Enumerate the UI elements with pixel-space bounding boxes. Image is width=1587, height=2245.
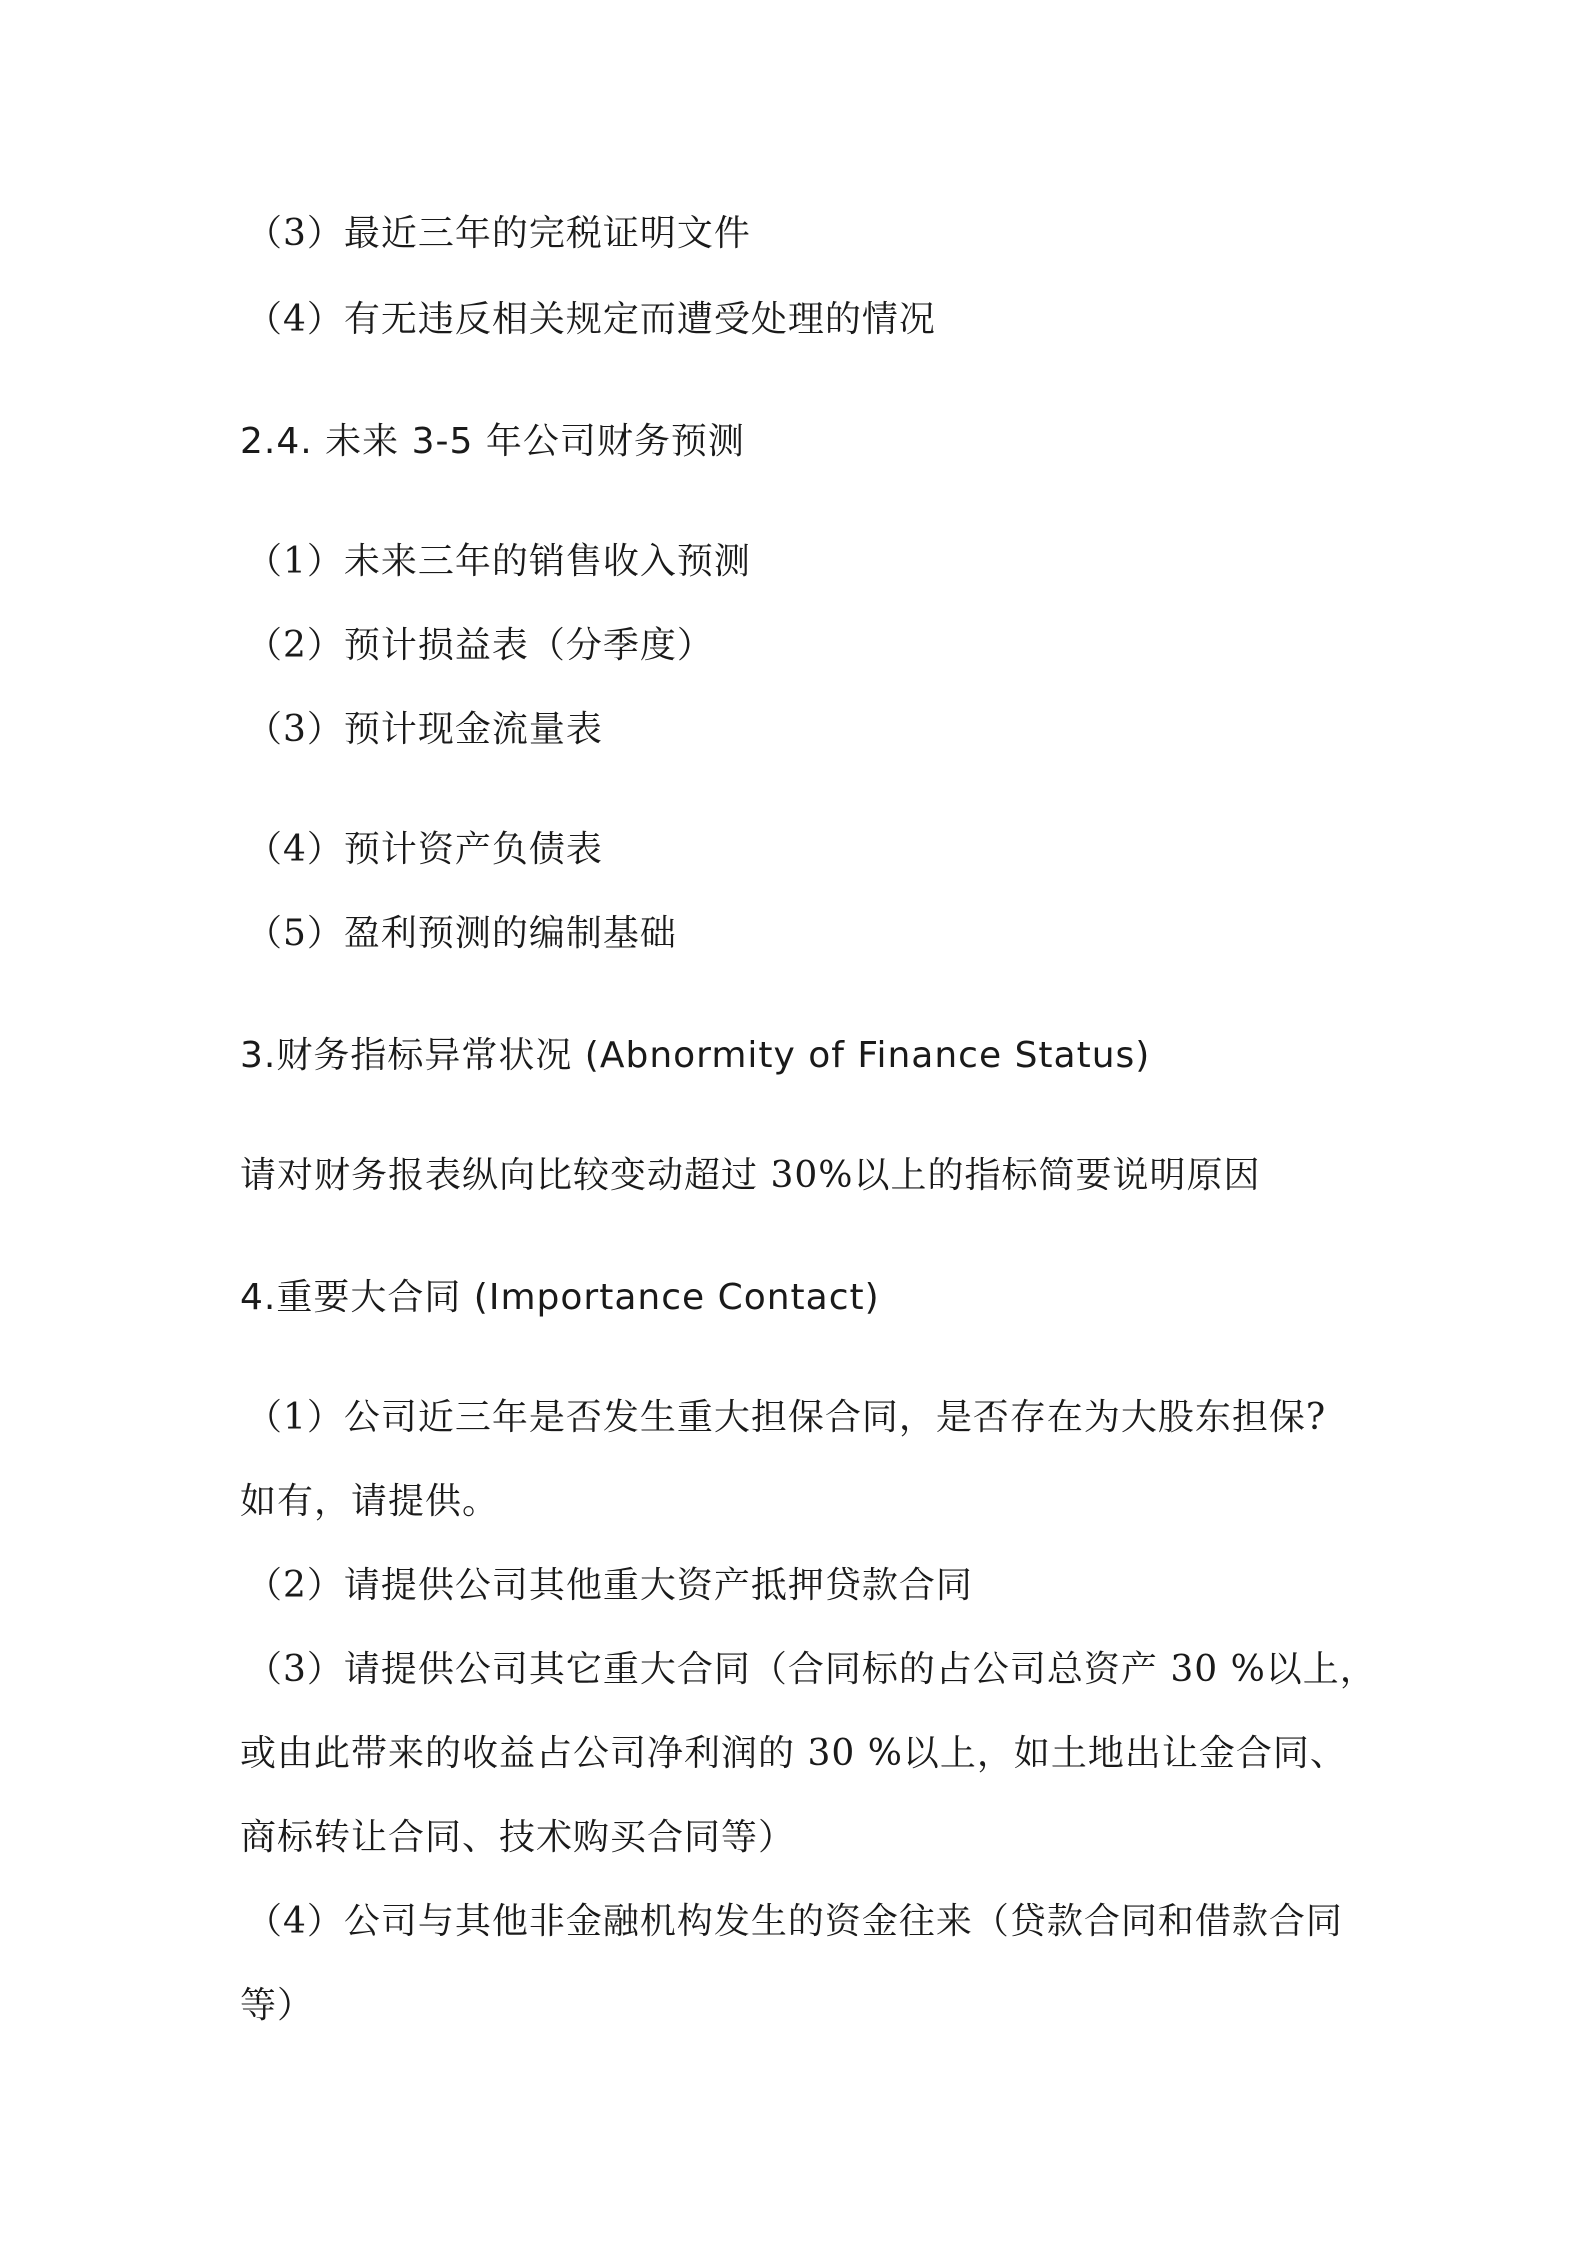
item-mortgage-contracts: （2）请提供公司其他重大资产抵押贷款合同: [246, 1565, 973, 1606]
item-fund-transactions: （4）公司与其他非金融机构发生的资金往来（贷款合同和借款合同: [246, 1901, 1343, 1942]
item-cash-flow: （3）预计现金流量表: [246, 709, 603, 750]
item-tax-certificates: （3）最近三年的完税证明文件: [246, 213, 751, 254]
item-profit-basis: （5）盈利预测的编制基础: [246, 913, 677, 954]
item-other-major-contracts: （3）请提供公司其它重大合同（合同标的占公司总资产 30 %以上，: [246, 1649, 1377, 1690]
item-guarantee-contracts-cont: 如有，请提供。: [240, 1481, 500, 1522]
item-balance-sheet: （4）预计资产负债表: [246, 829, 603, 870]
item-fund-transactions-cont: 等）: [240, 1985, 315, 2026]
heading-abnormity: 3.财务指标异常状况 (Abnormity of Finance Status): [240, 1035, 1151, 1076]
heading-financial-forecast: 2.4. 未来 3-5 年公司财务预测: [240, 421, 745, 462]
item-guarantee-contracts: （1）公司近三年是否发生重大担保合同，是否存在为大股东担保?: [246, 1397, 1327, 1438]
heading-important-contracts: 4.重要大合同 (Importance Contact): [240, 1277, 880, 1318]
item-other-major-contracts-cont1: 或由此带来的收益占公司净利润的 30 %以上，如土地出让金合同、: [240, 1733, 1347, 1774]
item-violations: （4）有无违反相关规定而遭受处理的情况: [246, 299, 936, 340]
paragraph-explain-changes: 请对财务报表纵向比较变动超过 30%以上的指标简要说明原因: [240, 1155, 1261, 1196]
item-other-major-contracts-cont2: 商标转让合同、技术购买合同等）: [240, 1817, 796, 1858]
item-sales-forecast: （1）未来三年的销售收入预测: [246, 541, 751, 582]
item-income-statement: （2）预计损益表（分季度）: [246, 625, 714, 666]
